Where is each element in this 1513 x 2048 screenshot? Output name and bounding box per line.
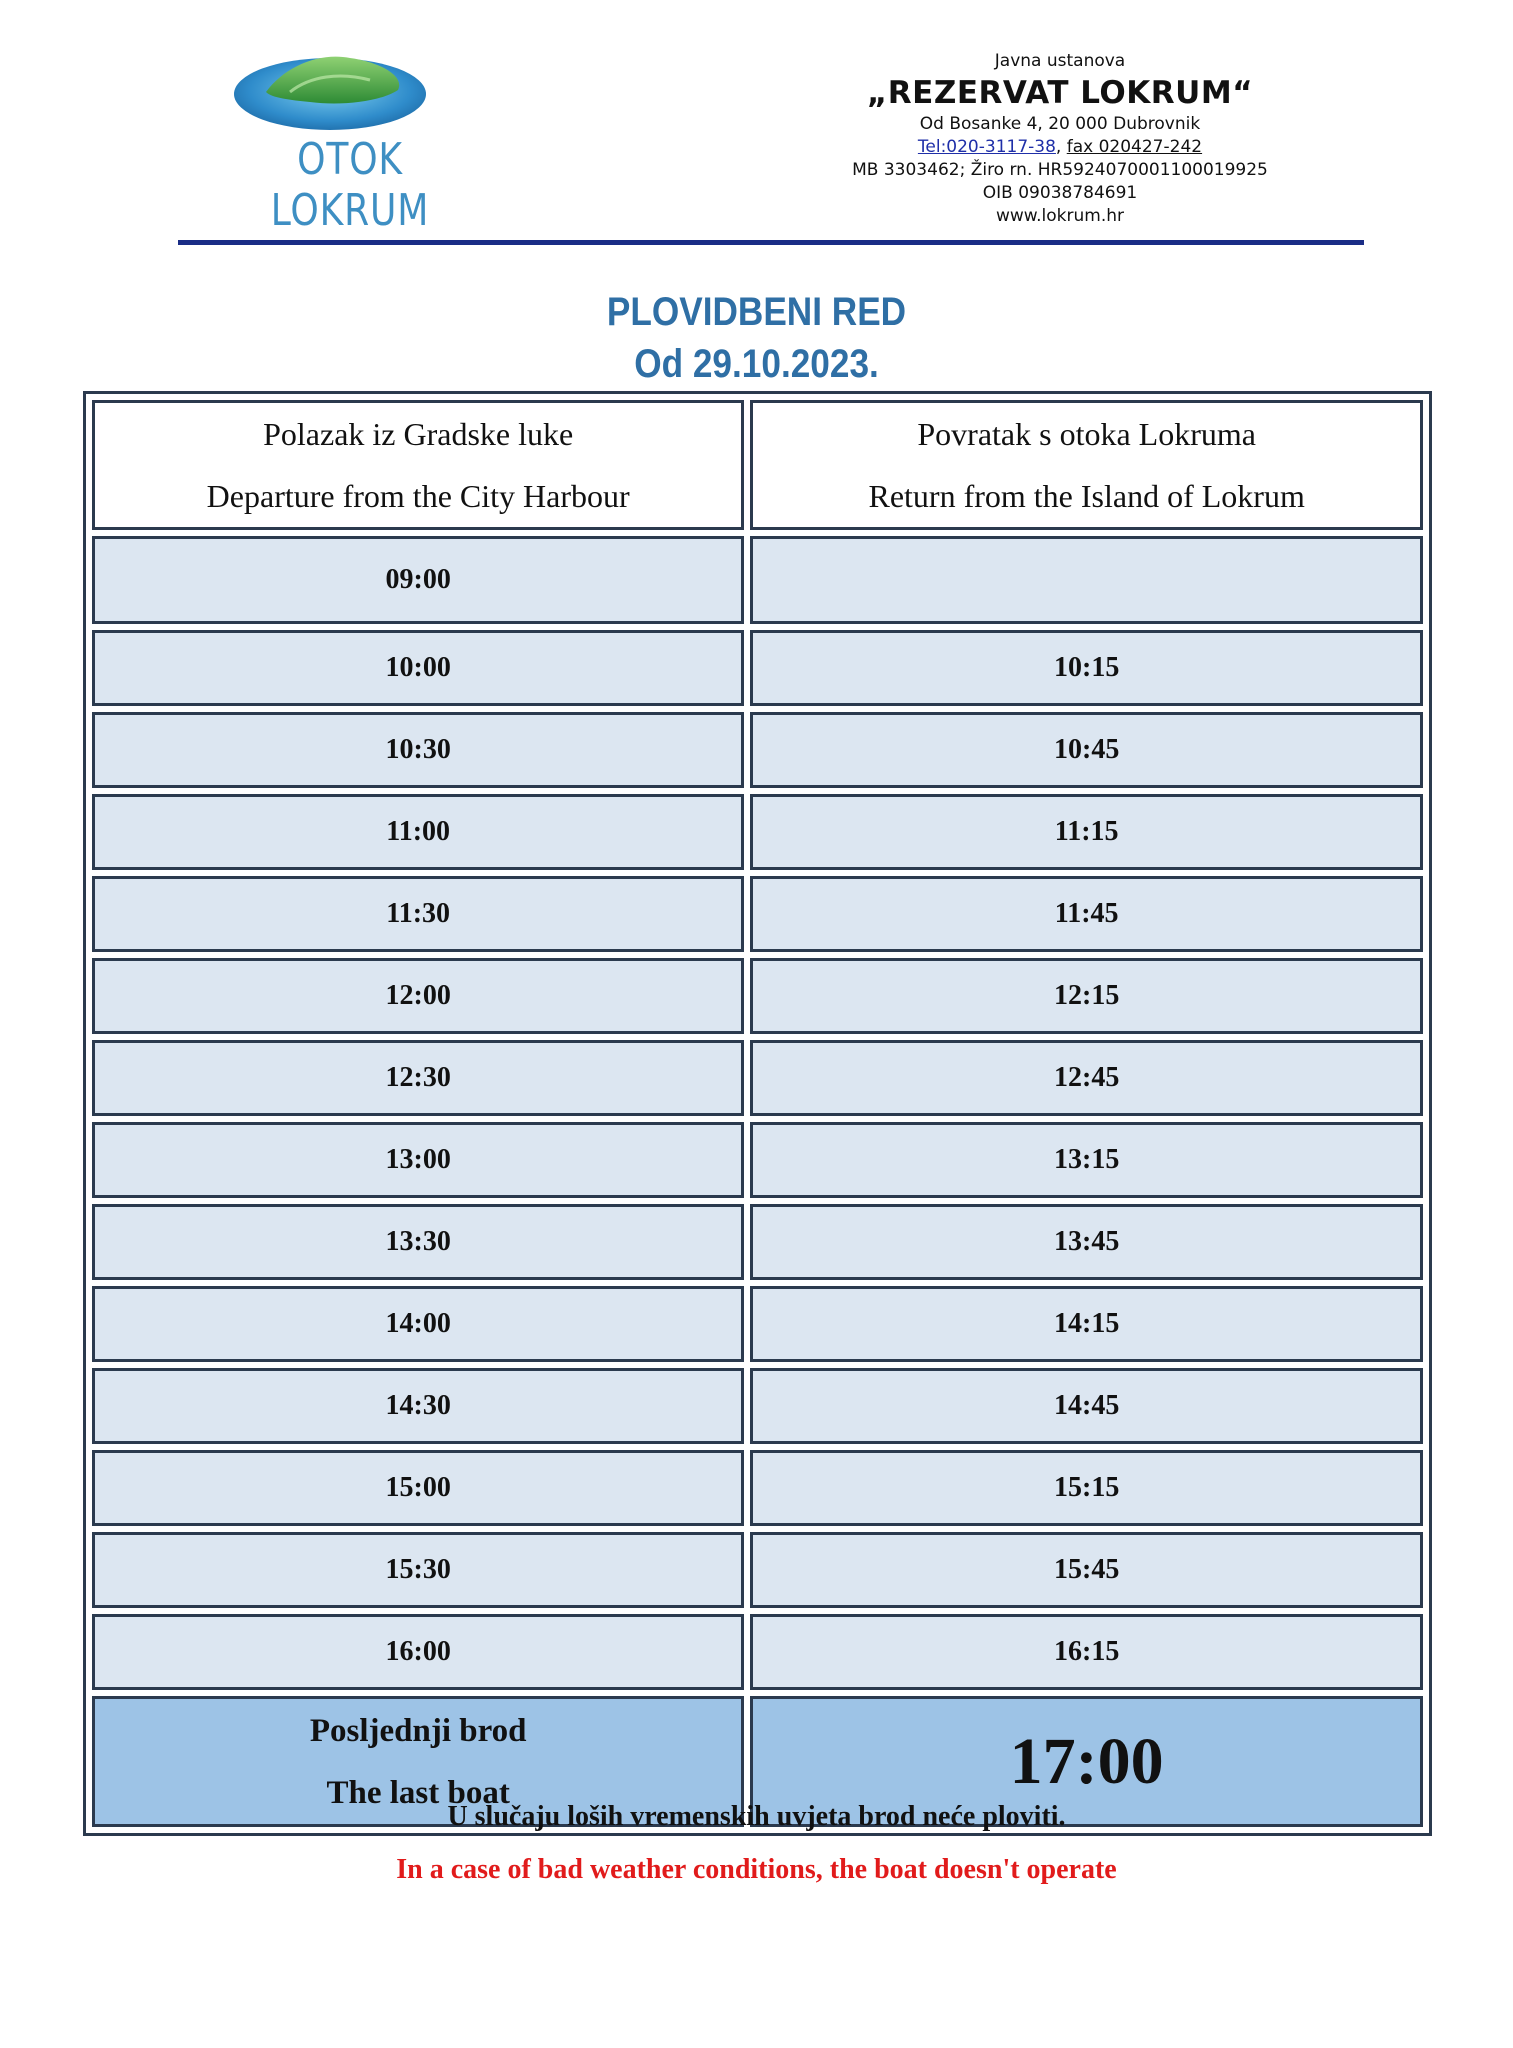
org-address: Od Bosanke 4, 20 000 Dubrovnik: [919, 114, 1201, 134]
table-row: [92, 794, 1423, 870]
weather-note-hr: U slučaju loših vremenskih uvjeta brod neće ploviti.: [447, 1801, 1066, 1832]
last-boat-label-hr: Posljednji brod: [309, 1712, 527, 1749]
departure-time: 14:30: [92, 1368, 744, 1444]
table-header-row: [92, 400, 1423, 530]
departure-header-hr: Polazak iz Gradske luke: [263, 416, 574, 452]
island-logo-icon: [230, 36, 430, 146]
departure-time: 15:00: [92, 1450, 744, 1526]
fax-number: fax 020427-242: [1066, 137, 1203, 157]
table-row: [92, 536, 1423, 624]
phone-link[interactable]: Tel:020-3117-38: [917, 137, 1056, 157]
return-time: 10:45: [750, 712, 1423, 788]
departure-time: 11:30: [92, 876, 744, 952]
page-subtitle-date: Od 29.10.2023.: [634, 342, 879, 386]
page-title: PLOVIDBENI RED: [606, 290, 907, 334]
departure-time: 09:00: [92, 536, 744, 624]
schedule-table: [83, 391, 1432, 1836]
table-row: [92, 1614, 1423, 1690]
return-header: [750, 400, 1423, 530]
departure-time: 10:30: [92, 712, 744, 788]
org-website: www.lokrum.hr: [995, 206, 1124, 226]
weather-note-en: In a case of bad weather conditions, the boat doesn't operate: [396, 1854, 1117, 1885]
return-time: 14:15: [750, 1286, 1423, 1362]
return-time: 12:15: [750, 958, 1423, 1034]
return-time: 10:15: [750, 630, 1423, 706]
header-divider: [178, 240, 1364, 245]
last-boat-time: 17:00: [1009, 1724, 1164, 1798]
departure-header-en: Departure from the City Harbour: [206, 478, 630, 514]
table-row: [92, 1040, 1423, 1116]
table-row: [92, 1122, 1423, 1198]
contact-separator: ,: [1055, 137, 1067, 157]
return-header-hr: Povratak s otoka Lokruma: [917, 416, 1256, 452]
table-row: [92, 1368, 1423, 1444]
departure-time: 11:00: [92, 794, 744, 870]
org-type: Javna ustanova: [994, 51, 1126, 71]
table-row: [92, 1204, 1423, 1280]
return-time: 15:45: [750, 1532, 1423, 1608]
departure-time: 15:30: [92, 1532, 744, 1608]
organization-header: [820, 50, 1300, 228]
departure-header: [92, 400, 744, 530]
table-row: [92, 1450, 1423, 1526]
departure-time: 12:00: [92, 958, 744, 1034]
return-time: 11:45: [750, 876, 1423, 952]
logo-text: OTOK LOKRUM: [270, 134, 430, 236]
table-row: [92, 958, 1423, 1034]
table-row: [92, 630, 1423, 706]
table-row: [92, 1532, 1423, 1608]
org-name: „REZERVAT LOKRUM“: [866, 75, 1254, 111]
return-time: 13:45: [750, 1204, 1423, 1280]
departure-time: 10:00: [92, 630, 744, 706]
return-time: 13:15: [750, 1122, 1423, 1198]
departure-time: 14:00: [92, 1286, 744, 1362]
last-boat-label-en: The last boat: [326, 1774, 510, 1811]
departure-time: 13:00: [92, 1122, 744, 1198]
return-time: 14:45: [750, 1368, 1423, 1444]
return-header-en: Return from the Island of Lokrum: [868, 478, 1305, 514]
logo: [190, 36, 510, 236]
departure-time: 16:00: [92, 1614, 744, 1690]
return-time: 12:45: [750, 1040, 1423, 1116]
return-time: 15:15: [750, 1450, 1423, 1526]
org-ids: MB 3303462; Žiro rn. HR5924070001100019925: [852, 160, 1268, 180]
org-oib: OIB 09038784691: [982, 183, 1138, 203]
return-time: [750, 536, 1423, 624]
departure-time: 13:30: [92, 1204, 744, 1280]
return-time: 16:15: [750, 1614, 1423, 1690]
return-time: 11:15: [750, 794, 1423, 870]
table-row: [92, 876, 1423, 952]
departure-time: 12:30: [92, 1040, 744, 1116]
table-row: [92, 1286, 1423, 1362]
org-contact: [820, 136, 1300, 159]
table-row: [92, 712, 1423, 788]
